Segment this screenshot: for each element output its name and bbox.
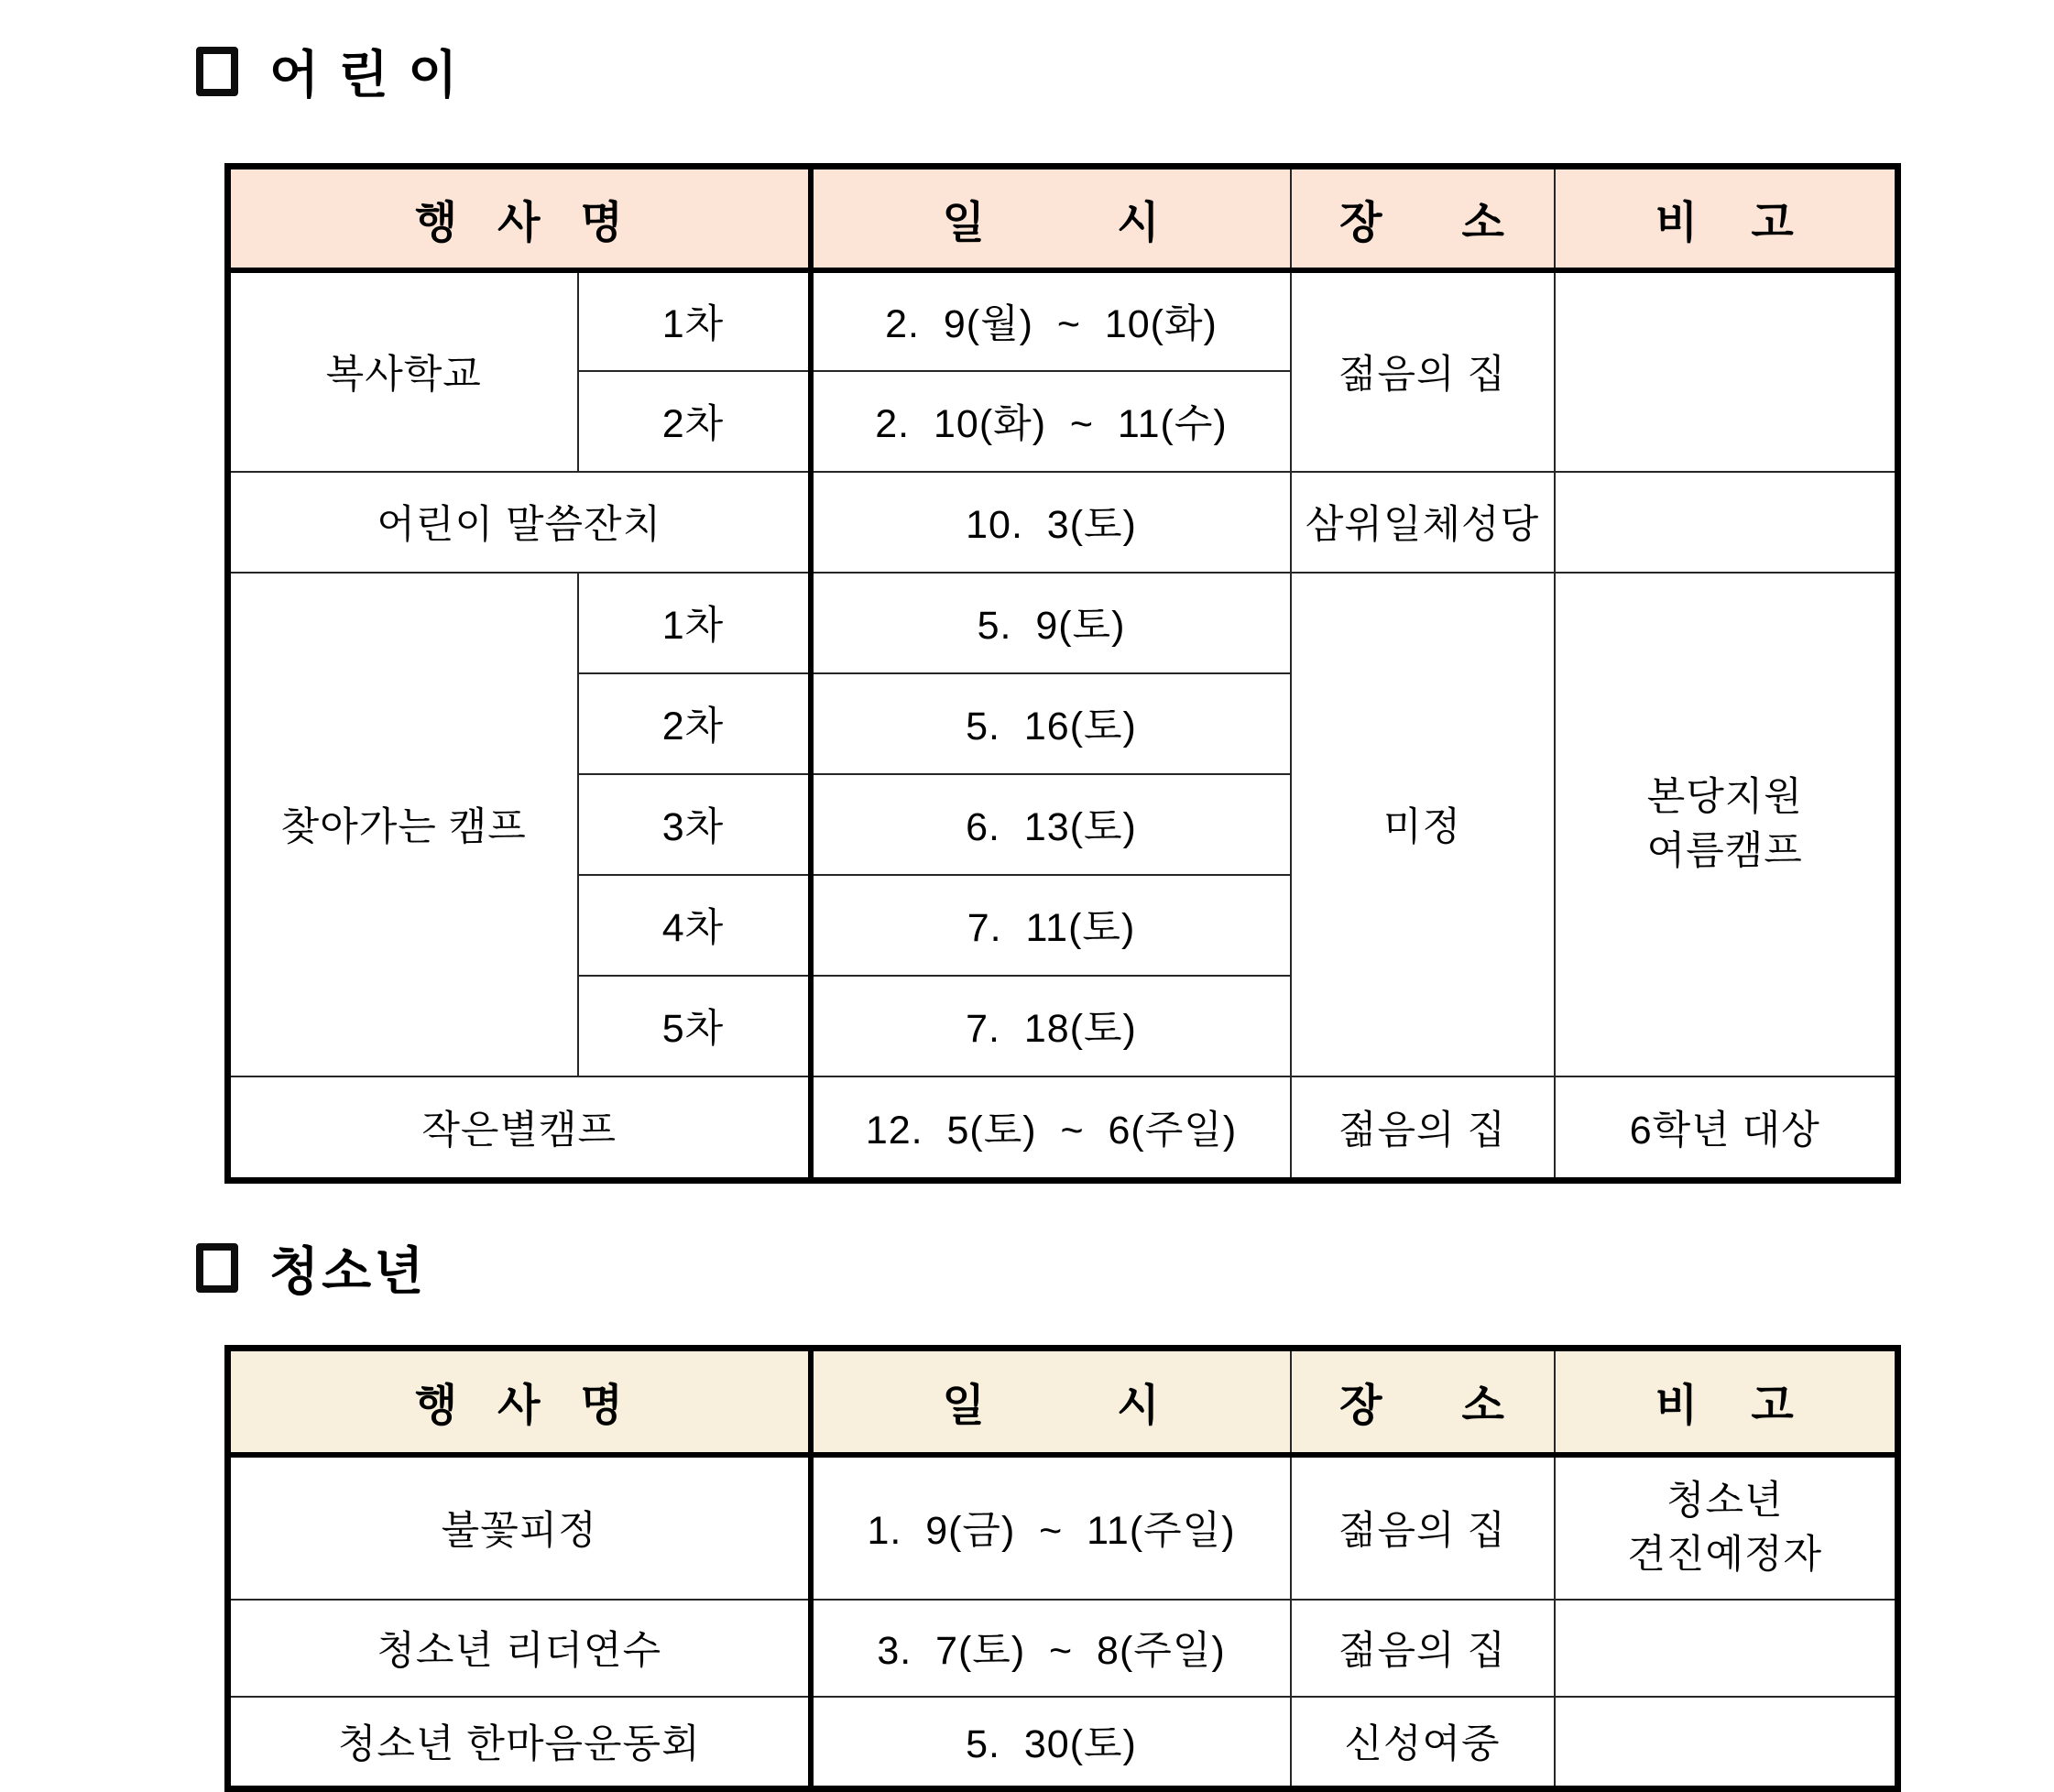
event-name-cell: 청소년 리더연수	[228, 1600, 811, 1697]
header-label-note: 비 고	[1655, 1382, 1795, 1431]
header-label-note: 비 고	[1655, 198, 1795, 247]
note-line: 여름캠프	[1646, 828, 1803, 873]
table1-header-row	[228, 167, 1898, 270]
note-line: 견진예정자	[1627, 1532, 1823, 1577]
table-row-boksa-1	[228, 270, 1898, 371]
header-label-datetime: 일 시	[942, 198, 1161, 247]
youth-schedule-table	[224, 1345, 1901, 1792]
event-name-cell: 어린이 말씀잔치	[228, 472, 811, 573]
event-name-cell: 불꽃피정	[228, 1455, 811, 1600]
table-row-star-camp	[228, 1076, 1898, 1181]
round-label-cell: 2차	[578, 371, 811, 472]
table-row-leader-training	[228, 1600, 1898, 1697]
note-cell-empty	[1555, 472, 1898, 573]
place-cell: 미정	[1291, 573, 1555, 1076]
note-line: 본당지원	[1646, 775, 1803, 820]
event-name-cell: 작은별캠프	[228, 1076, 811, 1181]
header-label-place: 장 소	[1339, 198, 1505, 247]
round-label-cell: 1차	[578, 573, 811, 673]
place-cell: 신성여중	[1291, 1697, 1555, 1789]
square-bullet-icon	[196, 47, 238, 96]
date-cell: 3. 7(토) ~ 8(주일)	[811, 1600, 1291, 1697]
date-cell: 5. 30(토)	[811, 1697, 1291, 1789]
header-cell-place	[1291, 1349, 1555, 1455]
square-bullet-icon	[196, 1243, 238, 1293]
children-schedule-table	[224, 163, 1901, 1184]
date-cell: 10. 3(토)	[811, 472, 1291, 573]
round-label-cell: 2차	[578, 673, 811, 774]
place-cell: 젊음의 집	[1291, 1600, 1555, 1697]
section1-title	[196, 0, 2054, 108]
table-row-malsseum	[228, 472, 1898, 573]
header-cell-datetime	[811, 167, 1291, 270]
place-cell: 삼위일체성당	[1291, 472, 1555, 573]
table-row-fire-retreat	[228, 1455, 1898, 1600]
note-cell: 6학년 대상	[1555, 1076, 1898, 1181]
date-cell: 1. 9(금) ~ 11(주일)	[811, 1455, 1291, 1600]
header-label-place: 장 소	[1339, 1382, 1505, 1431]
note-cell-empty	[1555, 1600, 1898, 1697]
header-label-event-name: 행 사 명	[414, 1382, 624, 1431]
header-cell-note	[1555, 167, 1898, 270]
note-cell	[1555, 1455, 1898, 1600]
note-line: 청소년	[1666, 1479, 1784, 1524]
round-label-cell: 3차	[578, 774, 811, 875]
event-name-cell: 찾아가는 캠프	[228, 573, 578, 1076]
round-label-cell: 4차	[578, 875, 811, 976]
section2-title-text: 청소년	[269, 1242, 427, 1300]
date-cell: 5. 9(토)	[811, 573, 1291, 673]
header-label-datetime: 일 시	[942, 1382, 1161, 1431]
note-cell-empty	[1555, 1697, 1898, 1789]
place-cell: 젊음의 집	[1291, 270, 1555, 472]
date-cell: 6. 13(토)	[811, 774, 1291, 875]
event-name-cell: 청소년 한마음운동회	[228, 1697, 811, 1789]
header-label-event-name: 행 사 명	[414, 198, 624, 247]
place-cell: 젊음의 집	[1291, 1455, 1555, 1600]
table2-header-row	[228, 1349, 1898, 1455]
date-cell: 7. 11(토)	[811, 875, 1291, 976]
header-cell-note	[1555, 1349, 1898, 1455]
header-cell-datetime	[811, 1349, 1291, 1455]
table-row-sports-day	[228, 1697, 1898, 1789]
section1-title-text: 어 린 이	[269, 46, 461, 104]
date-cell: 2. 10(화) ~ 11(수)	[811, 371, 1291, 472]
date-cell: 5. 16(토)	[811, 673, 1291, 774]
header-cell-event-name	[228, 1349, 811, 1455]
date-cell: 7. 18(토)	[811, 976, 1291, 1076]
round-label-cell: 5차	[578, 976, 811, 1076]
section2-title	[196, 1184, 2054, 1305]
place-cell: 젊음의 집	[1291, 1076, 1555, 1181]
event-name-cell: 복사학교	[228, 270, 578, 472]
note-cell	[1555, 573, 1898, 1076]
header-cell-event-name	[228, 167, 811, 270]
date-cell: 2. 9(월) ~ 10(화)	[811, 270, 1291, 371]
table-row-camp-1	[228, 573, 1898, 673]
date-cell: 12. 5(토) ~ 6(주일)	[811, 1076, 1291, 1181]
header-cell-place	[1291, 167, 1555, 270]
note-cell-empty	[1555, 270, 1898, 472]
round-label-cell: 1차	[578, 270, 811, 371]
